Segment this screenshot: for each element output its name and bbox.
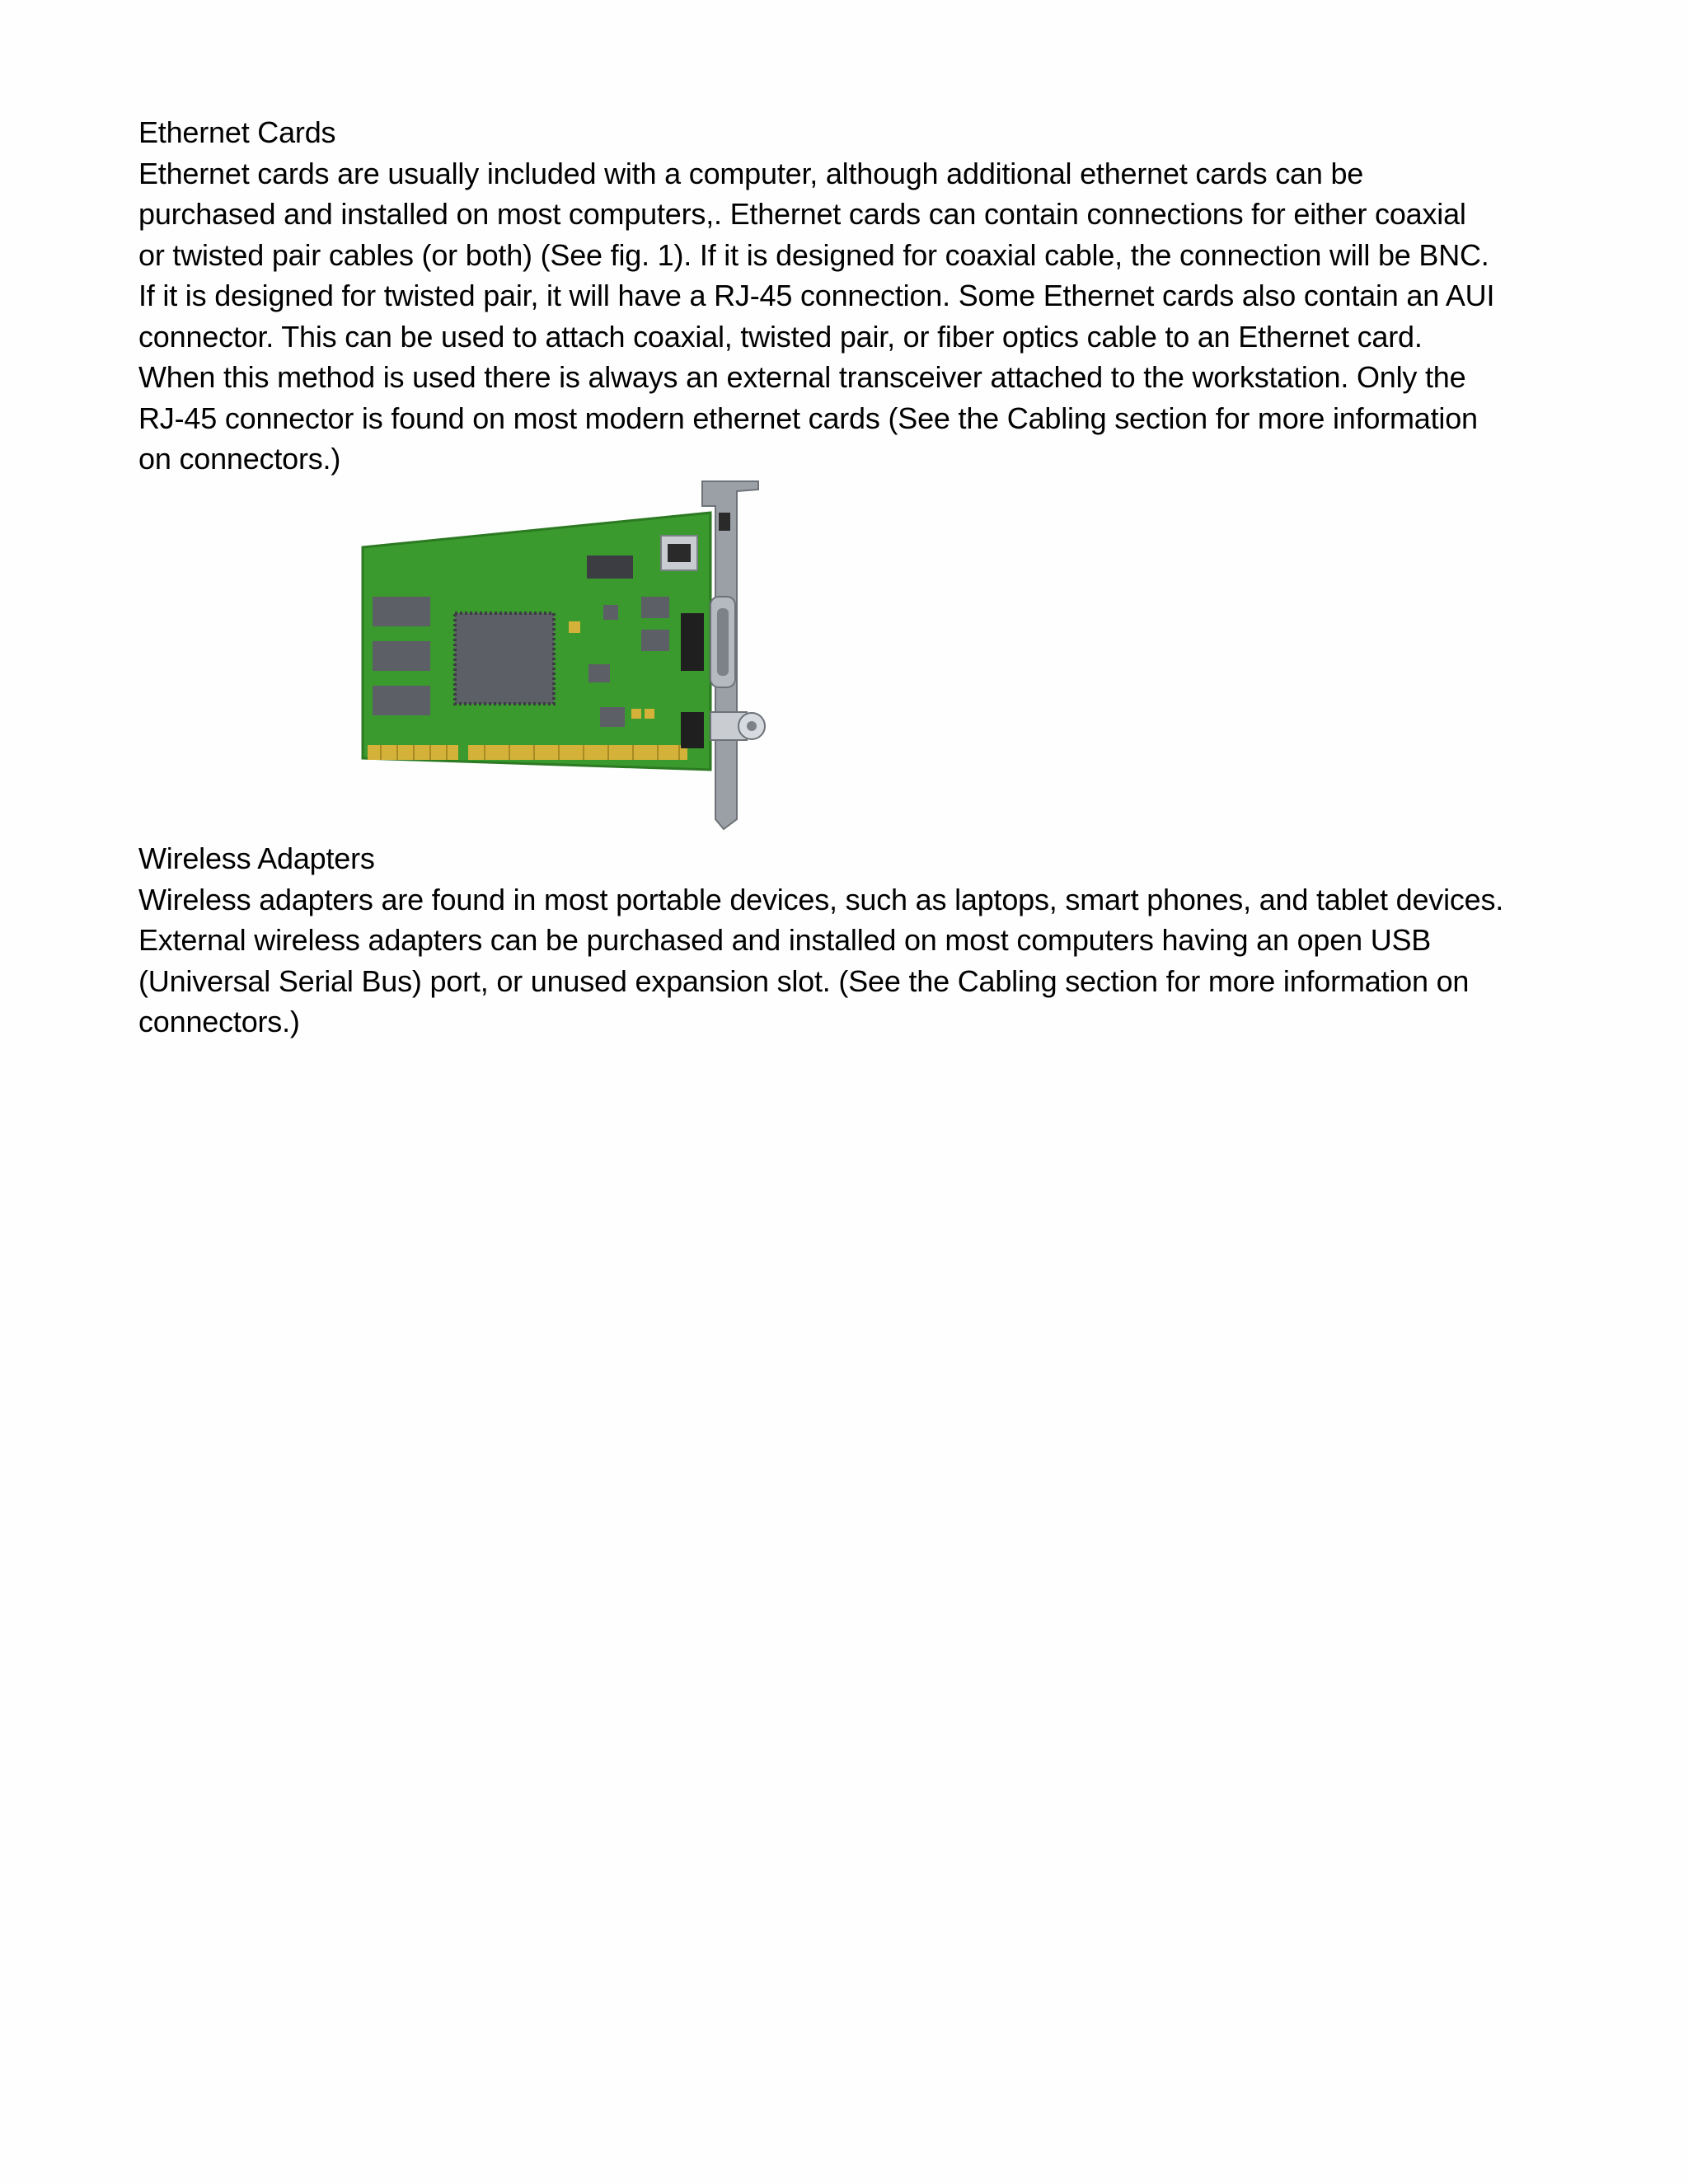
paragraph-line: Wireless adapters are found in most portable devices, such as laptops, smart phones, and tablet devices. [138, 882, 1504, 916]
section-heading: Ethernet Cards [138, 115, 336, 149]
section-heading: Wireless Adapters [138, 841, 375, 875]
paragraph-line: connector. This can be used to attach coaxial, twisted pair, or fiber optics cable to an Ethernet card. [138, 319, 1423, 354]
paragraph-line: connectors.) [138, 1005, 300, 1038]
paragraph-line: or twisted pair cables (or both) (See fig. 1). If it is designed for coaxial cable, the connection will be BNC. [138, 237, 1489, 272]
paragraph-line: External wireless adapters can be purchased and installed on most computers having an open USB [138, 923, 1432, 957]
ethernet-cards-section [138, 112, 1556, 480]
paragraph-line: on connectors.) [138, 442, 341, 476]
paragraph-line: If it is designed for twisted pair, it will have a RJ-45 connection. Some Ethernet cards also contain an AUI [138, 279, 1495, 312]
paragraph-line: (Universal Serial Bus) port, or unused expansion slot. (See the Cabling section for more information on [138, 963, 1470, 998]
wireless-adapters-section [138, 838, 1556, 1043]
ethernet-card-image [356, 473, 785, 836]
ethernet-card-illustration [356, 473, 785, 836]
paragraph-line: When this method is used there is always an external transceiver attached to the workstation. Only the [138, 360, 1466, 394]
paragraph-line: Ethernet cards are usually included with a computer, although additional ethernet cards can be [138, 156, 1364, 190]
paragraph-line: purchased and installed on most computers,. Ethernet cards can contain connections for either coaxial [138, 197, 1466, 231]
paragraph-line: RJ-45 connector is found on most modern ethernet cards (See the Cabling section for more information [138, 401, 1478, 435]
